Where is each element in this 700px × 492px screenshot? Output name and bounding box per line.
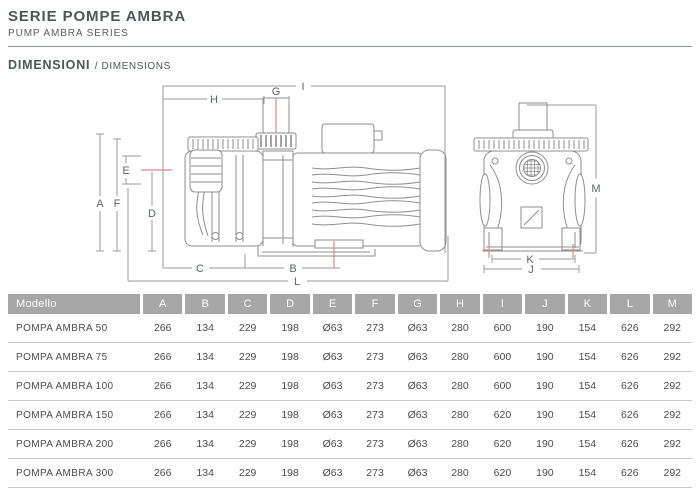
table-row bbox=[8, 459, 692, 488]
dim-value: 154 bbox=[578, 438, 597, 450]
dim-value: 273 bbox=[366, 351, 384, 363]
dim-value: 190 bbox=[536, 409, 554, 421]
dim-value: 154 bbox=[578, 380, 597, 392]
dim-value: 292 bbox=[663, 322, 682, 334]
col-header-k: K bbox=[568, 294, 607, 314]
col-header-d: D bbox=[270, 294, 309, 314]
pump-side-view bbox=[185, 98, 446, 256]
dim-label-m: M bbox=[591, 183, 601, 195]
dim-value: 229 bbox=[238, 467, 257, 479]
col-header-j: J bbox=[525, 294, 564, 314]
dim-value: 198 bbox=[281, 467, 299, 479]
model-name: POMPA AMBRA 75 bbox=[16, 351, 108, 363]
dim-value: 273 bbox=[366, 438, 384, 450]
col-header-i: I bbox=[483, 294, 522, 314]
dim-value: 292 bbox=[663, 467, 682, 479]
table-row bbox=[8, 343, 692, 372]
dim-label-i: I bbox=[301, 81, 305, 93]
dim-value: 134 bbox=[196, 467, 214, 479]
dim-value: Ø63 bbox=[407, 438, 428, 450]
dim-value: 154 bbox=[578, 409, 597, 421]
dim-value: 600 bbox=[493, 351, 512, 363]
dim-value: 280 bbox=[451, 467, 469, 479]
dim-value: 626 bbox=[621, 351, 639, 363]
dim-value: 229 bbox=[238, 380, 257, 392]
dim-value: 292 bbox=[663, 409, 682, 421]
dim-value: 626 bbox=[621, 409, 639, 421]
dim-value: 154 bbox=[578, 467, 597, 479]
dim-value: 134 bbox=[196, 409, 214, 421]
dim-value: Ø63 bbox=[322, 467, 343, 479]
dim-value: Ø63 bbox=[322, 438, 343, 450]
dim-value: 292 bbox=[663, 438, 682, 450]
dim-value: Ø63 bbox=[322, 351, 343, 363]
dim-value: 620 bbox=[493, 409, 512, 421]
dim-value: 266 bbox=[153, 351, 172, 363]
dim-label-g: G bbox=[271, 86, 281, 98]
dim-label-a: A bbox=[96, 198, 104, 210]
col-header-m: M bbox=[653, 294, 692, 314]
col-header-h: H bbox=[440, 294, 479, 314]
model-name: POMPA AMBRA 200 bbox=[16, 438, 114, 450]
dim-value: 134 bbox=[196, 322, 214, 334]
page-title: SERIE POMPE AMBRA bbox=[8, 8, 187, 25]
dim-value: 280 bbox=[451, 351, 469, 363]
col-header-l: L bbox=[610, 294, 649, 314]
dim-value: 198 bbox=[281, 322, 299, 334]
model-name: POMPA AMBRA 300 bbox=[16, 467, 114, 479]
model-name: POMPA AMBRA 50 bbox=[16, 322, 108, 334]
dim-value: 600 bbox=[493, 380, 512, 392]
dim-label-j: J bbox=[528, 264, 534, 276]
dim-value: 273 bbox=[366, 380, 384, 392]
dim-value: 266 bbox=[153, 322, 172, 334]
dim-value: 229 bbox=[238, 409, 257, 421]
dim-value: 280 bbox=[451, 380, 469, 392]
dim-value: Ø63 bbox=[407, 467, 428, 479]
dim-value: 266 bbox=[153, 409, 172, 421]
dim-value: 190 bbox=[536, 351, 554, 363]
dim-value: 154 bbox=[578, 322, 597, 334]
dim-label-l: L bbox=[293, 276, 301, 288]
dim-value: 292 bbox=[663, 351, 682, 363]
dim-value: Ø63 bbox=[407, 322, 428, 334]
dim-value: 600 bbox=[493, 322, 512, 334]
table-row bbox=[8, 372, 692, 401]
dim-value: 280 bbox=[451, 438, 469, 450]
dim-label-e: E bbox=[122, 165, 130, 177]
dim-value: Ø63 bbox=[407, 409, 428, 421]
dim-value: 273 bbox=[366, 409, 384, 421]
col-header-a: A bbox=[143, 294, 182, 314]
dim-value: 198 bbox=[281, 409, 299, 421]
dim-label-f: F bbox=[113, 198, 121, 210]
dim-value: 134 bbox=[196, 351, 214, 363]
col-header-g: G bbox=[398, 294, 437, 314]
table-row bbox=[8, 314, 692, 343]
dim-value: Ø63 bbox=[322, 322, 343, 334]
dim-value: 626 bbox=[621, 380, 639, 392]
dim-value: Ø63 bbox=[322, 380, 343, 392]
dim-value: 266 bbox=[153, 467, 172, 479]
dim-value: 229 bbox=[238, 351, 257, 363]
model-name: POMPA AMBRA 100 bbox=[16, 380, 114, 392]
table-row bbox=[8, 430, 692, 459]
dim-value: 292 bbox=[663, 380, 682, 392]
dim-value: 134 bbox=[196, 438, 214, 450]
dim-value: 280 bbox=[451, 409, 469, 421]
table-row bbox=[8, 401, 692, 430]
dim-value: 198 bbox=[281, 380, 299, 392]
col-header-f: F bbox=[355, 294, 394, 314]
dim-value: 198 bbox=[281, 438, 299, 450]
dim-value: 620 bbox=[493, 438, 512, 450]
dim-value: 190 bbox=[536, 380, 554, 392]
dim-value: 626 bbox=[621, 467, 639, 479]
col-header-b: B bbox=[185, 294, 224, 314]
dim-value: Ø63 bbox=[407, 351, 428, 363]
dim-label-b: B bbox=[289, 263, 297, 275]
page-subtitle: PUMP AMBRA SERIES bbox=[8, 28, 129, 39]
pump-front-view bbox=[474, 103, 588, 251]
model-name: POMPA AMBRA 150 bbox=[16, 409, 114, 421]
dim-label-k: K bbox=[526, 254, 534, 266]
dim-value: 190 bbox=[536, 322, 554, 334]
dim-label-d: D bbox=[148, 208, 156, 220]
dim-value: Ø63 bbox=[322, 409, 343, 421]
section-title-it: DIMENSIONI bbox=[8, 58, 91, 72]
col-header-c: C bbox=[228, 294, 267, 314]
dim-value: 154 bbox=[578, 351, 597, 363]
dim-value: 266 bbox=[153, 438, 172, 450]
dim-value: 229 bbox=[238, 438, 257, 450]
table-header-row bbox=[8, 294, 692, 314]
dim-value: 273 bbox=[366, 322, 384, 334]
dimensions-table bbox=[8, 294, 692, 488]
dim-value: 190 bbox=[536, 438, 554, 450]
section-title-en: / DIMENSIONS bbox=[94, 61, 171, 72]
dim-value: 280 bbox=[451, 322, 469, 334]
dim-label-c: C bbox=[196, 263, 204, 275]
dim-value: 198 bbox=[281, 351, 299, 363]
dim-value: 190 bbox=[536, 467, 554, 479]
dim-value: 620 bbox=[493, 467, 512, 479]
dim-value: Ø63 bbox=[407, 380, 428, 392]
dim-label-h: H bbox=[210, 94, 218, 106]
col-header-e: E bbox=[313, 294, 352, 314]
col-header-modello: Modello bbox=[8, 294, 140, 314]
dim-value: 266 bbox=[153, 380, 172, 392]
dim-value: 273 bbox=[366, 467, 384, 479]
dim-value: 229 bbox=[238, 322, 257, 334]
dim-value: 134 bbox=[196, 380, 214, 392]
dim-value: 626 bbox=[621, 438, 639, 450]
dim-value: 626 bbox=[621, 322, 639, 334]
